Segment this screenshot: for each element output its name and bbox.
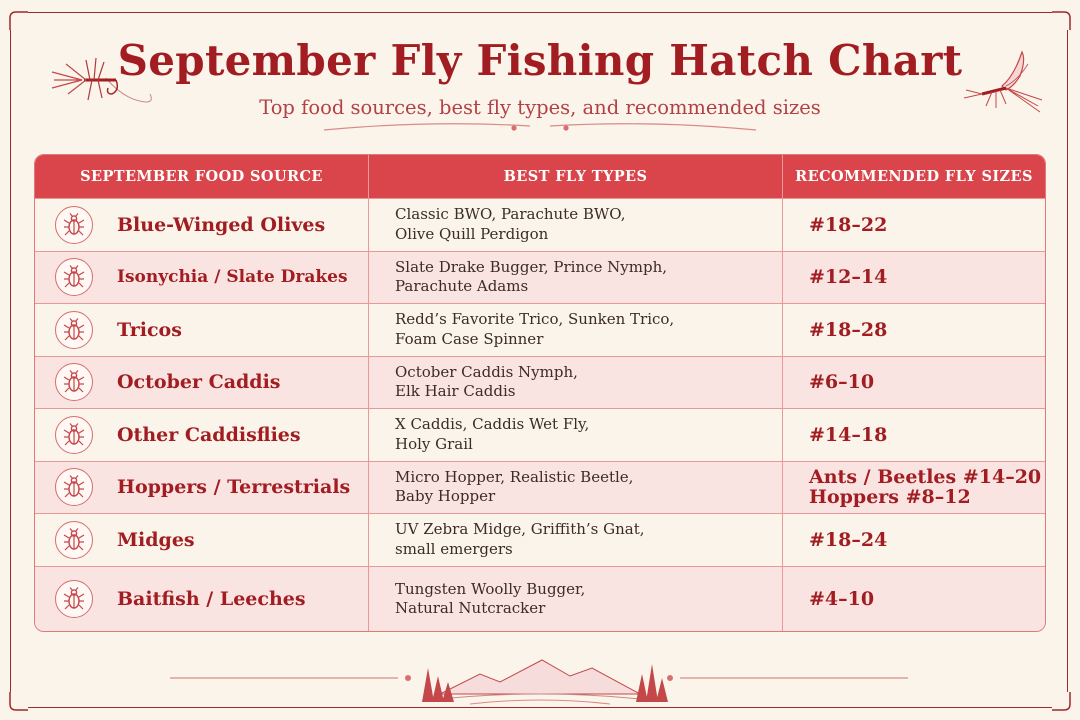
page-subtitle: Top food sources, best fly types, and recommended sizes [259,96,821,119]
food-source-name: Isonychia / Slate Drakes [117,267,348,288]
fly-types-cell [369,304,783,356]
fly-size-text: #12–14 [809,266,888,289]
fly-size-text: #6–10 [809,371,875,394]
food-source-name: Blue-Winged Olives [117,213,326,236]
fly-type-line: Olive Quill Perdigon [395,224,549,243]
fly-type-line: small emergers [395,539,513,558]
food-source-name: Hoppers / Terrestrials [117,476,351,499]
food-source-name: Baitfish / Leeches [117,588,306,610]
fly-sizes-cell [783,304,1045,356]
fly-type-line: Parachute Adams [395,277,529,296]
fly-sizes-cell [783,252,1045,304]
fly-type-line: Baby Hopper [395,487,496,506]
fly-type-line: UV Zebra Midge, Griffith’s Gnat, [395,520,645,539]
fly-type-line: Foam Case Spinner [395,329,544,348]
table-row [35,408,1045,461]
insect-icon [55,416,93,454]
table-row [35,513,1045,566]
corner-ornament-top-left [6,8,28,30]
fly-type-line: Holy Grail [395,434,473,453]
food-source-name: Midges [117,528,195,551]
fly-type-line: Classic BWO, Parachute BWO, [395,205,626,224]
corner-ornament-top-right [1052,8,1074,30]
fly-sizes-cell [783,567,1045,632]
fly-size-text: #18–24 [809,528,888,551]
corner-ornament-bottom-left [6,692,28,714]
fly-sizes-cell [783,514,1045,566]
fly-type-line: Slate Drake Bugger, Prince Nymph, [395,257,668,276]
fly-type-line: Natural Nutcracker [395,599,546,617]
table-body [35,198,1045,632]
fly-types-cell [369,199,783,251]
corner-ornament-bottom-right [1052,692,1074,714]
column-header-food: SEPTEMBER FOOD SOURCE [35,155,369,198]
fly-type-line: X Caddis, Caddis Wet Fly, [395,415,590,434]
fly-size-text: #14–18 [809,423,888,446]
insect-icon [55,311,93,349]
fly-sizes-cell [783,199,1045,251]
subtitle-divider [320,118,760,134]
mountain-landscape-icon [170,654,910,708]
insect-icon [55,468,93,506]
insect-icon [55,521,93,559]
fly-types-cell [369,567,783,632]
insect-icon [55,580,93,618]
fly-type-line: Micro Hopper, Realistic Beetle, [395,467,634,486]
fly-types-cell [369,357,783,409]
food-source-cell [35,409,369,461]
food-source-cell [35,462,369,514]
insect-icon [55,363,93,401]
fly-sizes-cell [783,462,1045,514]
fly-sizes-cell [783,357,1045,409]
column-header-sizes: RECOMMENDED FLY SIZES [795,168,1033,185]
food-source-name: Other Caddisflies [117,423,301,446]
fly-size-text: #4–10 [809,588,875,610]
table-row [35,566,1045,632]
column-header-flies: BEST FLY TYPES [369,155,783,198]
fly-size-text: #18–22 [809,213,888,236]
fly-size-text: Ants / Beetles #14–20 [809,466,1042,489]
fly-types-cell [369,409,783,461]
table-row [35,198,1045,251]
insect-icon [55,206,93,244]
page-title: September Fly Fishing Hatch Chart [117,36,963,85]
food-source-cell [35,357,369,409]
fly-types-cell [369,252,783,304]
insect-icon [55,258,93,296]
hatch-table [34,154,1046,632]
fly-size-text: #18–28 [809,318,888,341]
food-source-cell [35,514,369,566]
food-source-name: Tricos [117,318,182,341]
fly-sizes-cell [783,409,1045,461]
fly-type-line: Tungsten Woolly Bugger, [395,579,586,598]
table-row [35,356,1045,409]
table-row [35,303,1045,356]
fly-type-line: Redd’s Favorite Trico, Sunken Trico, [395,310,675,329]
food-source-cell [35,199,369,251]
fly-size-text: Hoppers #8–12 [809,486,971,509]
fly-types-cell [369,462,783,514]
table-header [35,155,1045,198]
table-row [35,251,1045,304]
food-source-name: October Caddis [117,371,281,394]
food-source-cell [35,252,369,304]
food-source-cell [35,567,369,632]
table-row [35,461,1045,514]
fly-type-line: Elk Hair Caddis [395,382,516,401]
fly-type-line: October Caddis Nymph, [395,362,578,381]
fly-types-cell [369,514,783,566]
food-source-cell [35,304,369,356]
